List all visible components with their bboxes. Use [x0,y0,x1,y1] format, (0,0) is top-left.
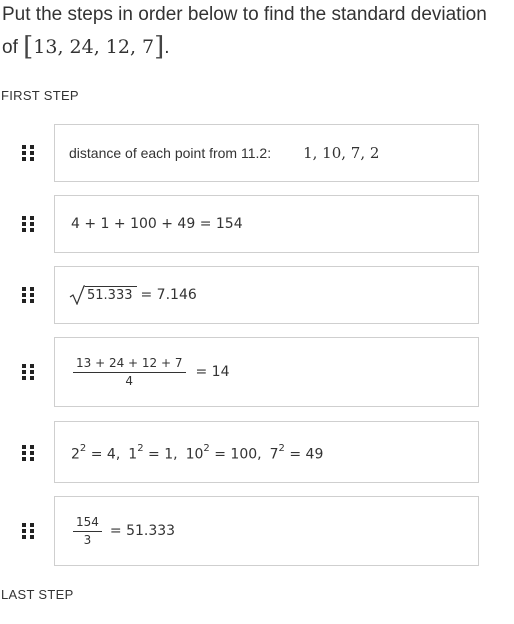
last-step-label: LAST STEP [1,587,74,602]
radicand: 51.333 [85,286,137,304]
fraction [73,356,186,389]
radical-sign-icon [69,285,85,305]
question-text: Put the steps in order below to find the standard deviation of [13, 24, 12, 7]. [2,4,487,62]
fraction-denominator: 4 [125,373,134,388]
step-1-text: distance of each point from 11.2: [69,145,272,161]
drag-handle-icon[interactable] [22,523,34,539]
square-term: $10^2 = 100$, [185,442,262,463]
square-term: $7^2 = 49$ [269,442,324,463]
step-card-2[interactable] [54,195,479,253]
drag-handle-icon[interactable] [22,216,34,232]
step-card-3[interactable] [54,266,479,324]
step-card-1[interactable] [54,124,479,182]
step-6-result: = 51.333 [109,523,176,539]
step-card-4[interactable] [54,337,479,407]
square-term: $1^2 = 1$, [128,442,178,463]
drag-handle-icon[interactable] [22,364,34,380]
fraction [73,515,102,548]
step-3-result: = 7.146 [140,287,197,303]
drag-handle-icon[interactable] [22,445,34,461]
square-term: $2^2 = 4$, [71,442,121,463]
drag-handle-icon[interactable] [22,287,34,303]
square-root-expression [69,285,137,305]
fraction-denominator: 3 [83,532,92,547]
data-list: [13, 24, 12, 7] [23,32,165,62]
drag-handle-icon[interactable] [22,145,34,161]
step-1-value: 1, 10, 7, 2 [303,144,380,162]
step-card-5[interactable] [54,421,479,483]
first-step-label: FIRST STEP [1,88,79,103]
step-4-result: = 14 [195,364,230,380]
fraction-numerator: 13 + 24 + 12 + 7 [73,356,186,373]
fraction-numerator: 154 [73,515,102,532]
step-card-6[interactable] [54,496,479,566]
step-2-equation: 4 + 1 + 100 + 49 = 154 [71,216,243,232]
